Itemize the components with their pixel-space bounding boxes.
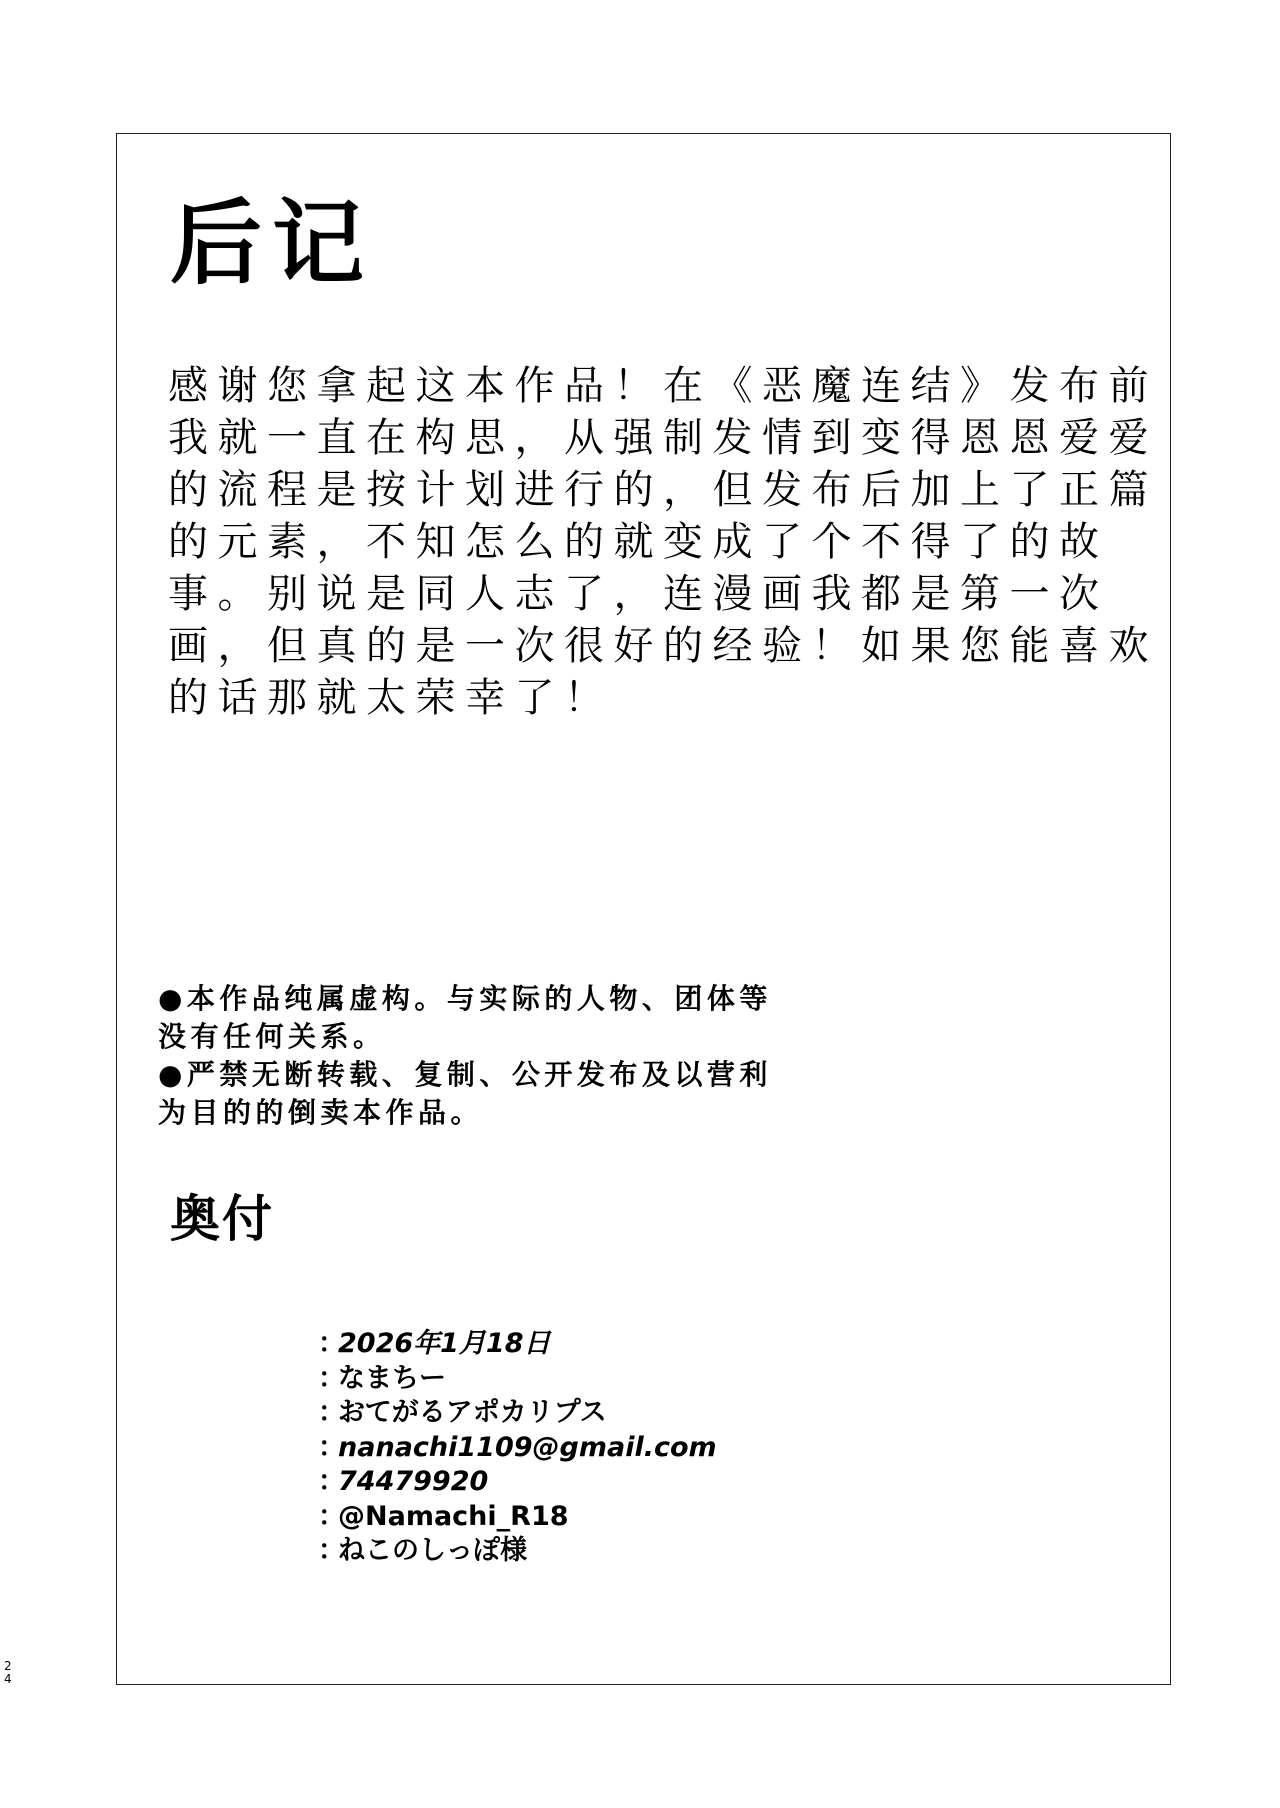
afterword-line: 我就一直在构思，从强制发情到变得恩恩爱爱: [168, 415, 1158, 461]
afterword-line: 画，但真的是一次很好的经验！如果您能喜欢: [168, 623, 1158, 669]
notice-line: ●本作品纯属虚构。与实际的人物、团体等: [158, 982, 772, 1015]
colophon-value: おてがるアポカリプス: [338, 1397, 607, 1428]
afterword-line: 的元素，不知怎么的就变成了个不得了的故: [168, 519, 1109, 565]
colophon-separator: ：: [318, 1362, 345, 1394]
afterword-body: [168, 360, 1158, 724]
afterword-heading: 后记: [170, 190, 375, 297]
colophon-value: 74479920: [338, 1466, 489, 1497]
afterword-line: 事。别说是同人志了，连漫画我都是第一次: [168, 571, 1109, 617]
colophon-separator: ：: [318, 1466, 345, 1497]
colophon-separator: ：: [318, 1328, 345, 1359]
afterword-line: 感谢您拿起这本作品！在《恶魔连结》发布前: [168, 363, 1158, 409]
notice-line: ●严禁无断转载、复制、公开发布及以营利: [158, 1058, 772, 1091]
afterword-line: 的话那就太荣幸了！: [168, 675, 614, 721]
notice-line: 为目的的倒卖本作品。: [158, 1096, 484, 1129]
colophon-separator: ：: [318, 1535, 345, 1566]
colophon-separator: ：: [318, 1431, 345, 1463]
page-number: [4, 1660, 12, 1686]
colophon-value: なまちー: [338, 1362, 446, 1394]
colophon-value: @Namachi_R18: [338, 1500, 569, 1532]
colophon-separator: ：: [318, 1397, 345, 1428]
colophon-value: nanachi1109@gmail.com: [338, 1431, 717, 1463]
colophon-value: ねこのしっぽ様: [338, 1535, 527, 1566]
colophon-heading: 奥付: [170, 1190, 274, 1248]
colophon-value: 2026年1月18日: [338, 1328, 551, 1359]
afterword-line: 的流程是按计划进行的，但发布后加上了正篇: [168, 467, 1158, 513]
notices: [158, 980, 772, 1132]
colophon-separator: ：: [318, 1500, 345, 1532]
notice-line: 没有任何关系。: [158, 1020, 386, 1053]
page-number-text: 24: [4, 1659, 12, 1686]
